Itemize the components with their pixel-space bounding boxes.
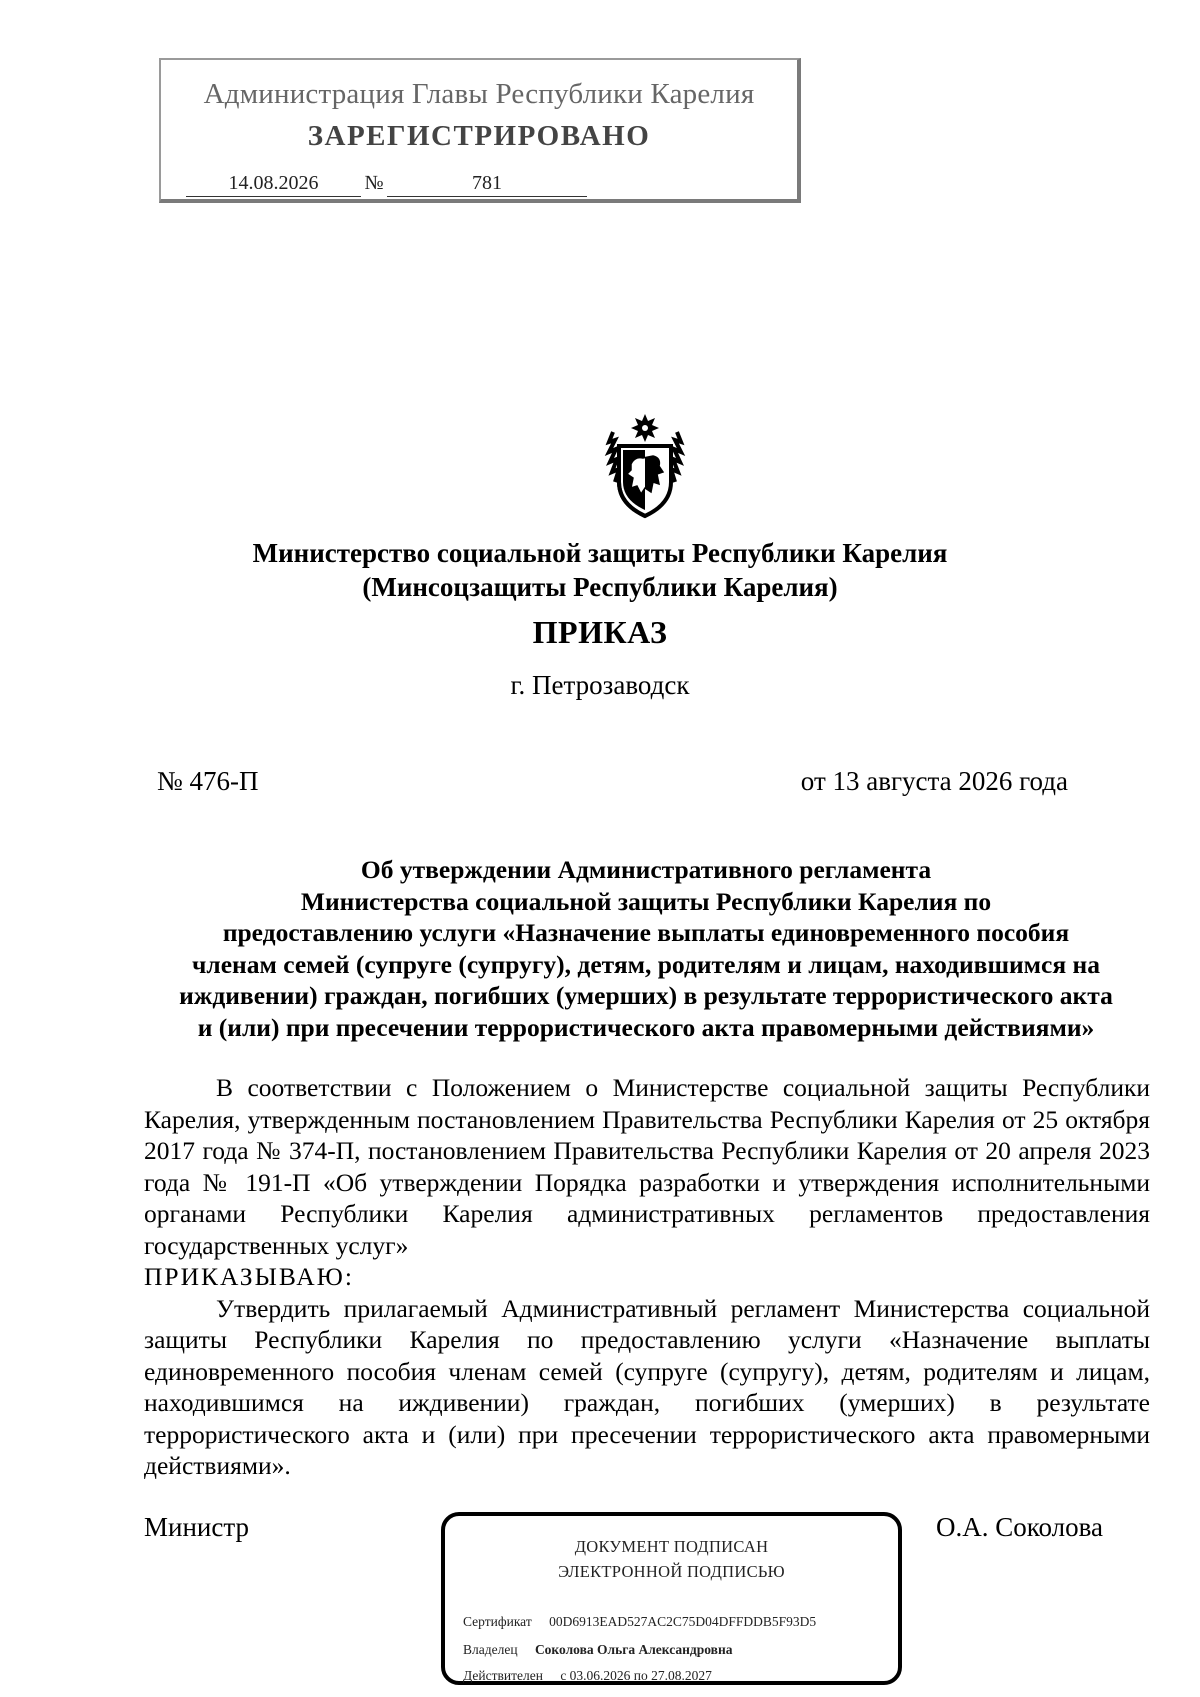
subject-line: членам семей (супруге (супругу), детям, родителям и лицам, находившимся на xyxy=(192,949,1100,979)
signer-name: О.А. Соколова xyxy=(936,1512,1103,1542)
stamp-number: 781 xyxy=(387,172,587,197)
esig-validity-value: с 03.06.2026 по 27.08.2027 xyxy=(560,1668,712,1683)
esig-owner-row xyxy=(463,1642,733,1658)
order-date: от 13 августа 2026 года xyxy=(800,766,1068,796)
subject-line: и (или) при пресечении террористического акта правомерными действиями» xyxy=(197,1012,1095,1042)
ministry-heading xyxy=(0,536,1200,604)
coat-of-arms-icon xyxy=(601,412,689,520)
subject-line: иждивении) граждан, погибших (умерших) в результате террористического акта xyxy=(179,981,1113,1010)
ministry-full-name: Министерство социальной защиты Республики Карелия xyxy=(252,538,948,568)
esig-title-line: ЭЛЕКТРОННОЙ ПОДПИСЬЮ xyxy=(558,1562,785,1581)
order-body xyxy=(144,1072,1150,1482)
esig-owner-value: Соколова Ольга Александровна xyxy=(534,1642,733,1657)
order-subject xyxy=(140,854,1152,1043)
esig-validity-label: Действителен xyxy=(463,1668,543,1683)
ministry-short-name: (Минсоцзащиты Республики Карелия) xyxy=(362,572,838,602)
esig-title-line: ДОКУМЕНТ ПОДПИСАН xyxy=(574,1537,769,1556)
electronic-signature-stamp xyxy=(441,1512,902,1685)
orders-word: ПРИКАЗЫВАЮ: xyxy=(144,1262,354,1291)
esig-owner-label: Владелец xyxy=(463,1642,518,1657)
document-type: ПРИКАЗ xyxy=(532,614,668,650)
esig-title xyxy=(445,1534,898,1584)
stamp-organization: Администрация Главы Республики Карелия xyxy=(203,78,755,110)
esig-certificate-label: Сертификат xyxy=(463,1614,532,1629)
registration-stamp xyxy=(159,58,801,203)
esig-certificate-value: 00D6913EAD527AC2C75D04DFFDDB5F93D5 xyxy=(549,1614,817,1629)
esig-validity-row xyxy=(463,1668,712,1684)
body-paragraph-basis: В соответствии с Положением о Министерстве социальной защиты Республики Карелия, утвержденным постановлением Правительства Республики Карелия от 25 октября 2017 года № 374-П, постановлением Правительства Республики Карелия от 20 апреля 2023 года № 191-П «Об утверждении Порядка разработки и утверждения исполнительными органами Республики Карелия административных регламентов предоставления государственных услуг» xyxy=(144,1073,1150,1260)
stamp-date: 14.08.2026 xyxy=(186,172,361,197)
stamp-status: ЗАРЕГИСТРИРОВАНО xyxy=(307,120,651,152)
esig-certificate-row xyxy=(463,1614,816,1630)
subject-line: Об утверждении Административного регламента xyxy=(360,855,932,884)
subject-line: Министерства социальной защиты Республики Карелия по xyxy=(300,886,992,916)
subject-line: предоставлению услуги «Назначение выплаты единовременного пособия xyxy=(222,918,1070,947)
stamp-number-sign: № xyxy=(364,172,384,194)
order-number: № 476-П xyxy=(157,766,259,796)
signer-position: Министр xyxy=(144,1512,249,1542)
body-paragraph-decision: Утвердить прилагаемый Административный регламент Министерства социальной защиты Республики Карелия по предоставлению услуги «Назначение выплаты единовременного пособия членам семей (супруге (супругу), детям, родителям и лицам, находившимся на иждивении) граждан, погибших (умерших) в результате террористического акта и (или) при пресечении террористического акта правомерными действиями». xyxy=(144,1293,1150,1480)
city: г. Петрозаводск xyxy=(510,670,690,700)
